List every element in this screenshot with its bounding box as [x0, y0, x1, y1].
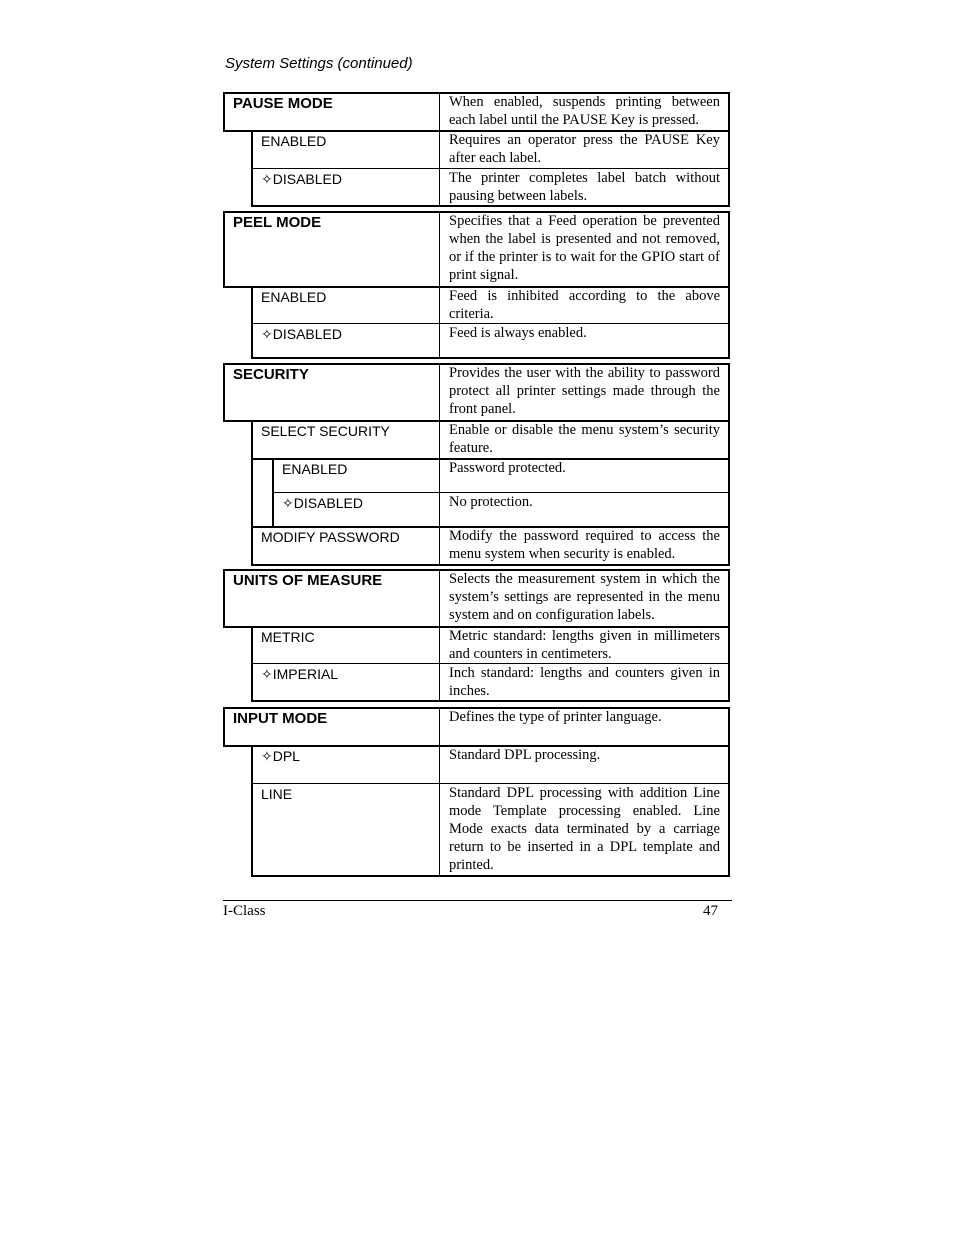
option-row — [223, 458, 730, 492]
setting-title: UNITS OF MEASURE — [223, 569, 439, 626]
option-description: Requires an operator press the PAUSE Key after each label. — [439, 130, 730, 168]
peel-mode-row — [223, 211, 730, 286]
input-mode-table — [223, 707, 730, 877]
setting-title: SECURITY — [223, 363, 439, 420]
option-row — [223, 626, 730, 663]
option-row — [223, 323, 730, 357]
option-row — [223, 745, 730, 783]
option-description: Enable or disable the menu system’s security feature. — [439, 420, 730, 458]
option-description: Password protected. — [439, 458, 730, 492]
security-row — [223, 363, 730, 420]
option-row — [223, 526, 730, 564]
option-label: ✧IMPERIAL — [251, 663, 439, 700]
option-description: Feed is always enabled. — [439, 323, 730, 357]
security-table — [223, 363, 730, 566]
option-description: Standard DPL processing with addition Line mode Template processing enabled. Line Mode exacts data terminated by a carriage return to be inserted in a DPL template and printed. — [439, 783, 730, 875]
pause-mode-table — [223, 92, 730, 207]
setting-description: Provides the user with the ability to password protect all printer settings made through the front panel. — [439, 363, 730, 420]
option-description: No protection. — [439, 492, 730, 526]
option-description: Modify the password required to access the menu system when security is enabled. — [439, 526, 730, 564]
option-row — [223, 168, 730, 205]
option-description: Inch standard: lengths and counters given in inches. — [439, 663, 730, 700]
option-label: MODIFY PASSWORD — [251, 526, 439, 564]
option-label: ✧DISABLED — [251, 323, 439, 357]
option-label: METRIC — [251, 626, 439, 663]
setting-title: PAUSE MODE — [223, 92, 439, 130]
option-description: Standard DPL processing. — [439, 745, 730, 783]
peel-mode-table — [223, 211, 730, 359]
setting-description: Defines the type of printer language. — [439, 707, 730, 745]
option-row — [223, 130, 730, 168]
page-footer — [223, 900, 732, 919]
option-description: Feed is inhibited according to the above criteria. — [439, 286, 730, 323]
setting-title: INPUT MODE — [223, 707, 439, 745]
pause-mode-row — [223, 92, 730, 130]
option-label: LINE — [251, 783, 439, 875]
setting-description: Specifies that a Feed operation be prevented when the label is presented and not removed, or if the printer is to wait for the GPIO start of print signal. — [439, 211, 730, 286]
option-label: ✧DPL — [251, 745, 439, 783]
option-label: ENABLED — [251, 130, 439, 168]
page-header: System Settings (continued) — [225, 55, 413, 72]
option-row — [223, 783, 730, 875]
option-label: ✧DISABLED — [251, 168, 439, 205]
option-row — [223, 286, 730, 323]
option-description: The printer completes label batch without pausing between labels. — [439, 168, 730, 205]
option-row — [223, 663, 730, 700]
option-label: ENABLED — [251, 286, 439, 323]
setting-description: Selects the measurement system in which the system’s settings are represented in the menu system and on configuration labels. — [439, 569, 730, 626]
units-of-measure-table — [223, 569, 730, 702]
footer-product: I-Class — [223, 903, 266, 919]
option-label: ENABLED — [272, 458, 439, 492]
setting-description: When enabled, suspends printing between each label until the PAUSE Key is pressed. — [439, 92, 730, 130]
option-label: ✧DISABLED — [272, 492, 439, 526]
input-mode-row — [223, 707, 730, 745]
setting-title: PEEL MODE — [223, 211, 439, 286]
page-number: 47 — [703, 903, 718, 919]
option-description: Metric standard: lengths given in millimeters and counters in centimeters. — [439, 626, 730, 663]
option-row — [223, 420, 730, 458]
option-row — [223, 492, 730, 526]
units-of-measure-row — [223, 569, 730, 626]
option-label: SELECT SECURITY — [251, 420, 439, 458]
